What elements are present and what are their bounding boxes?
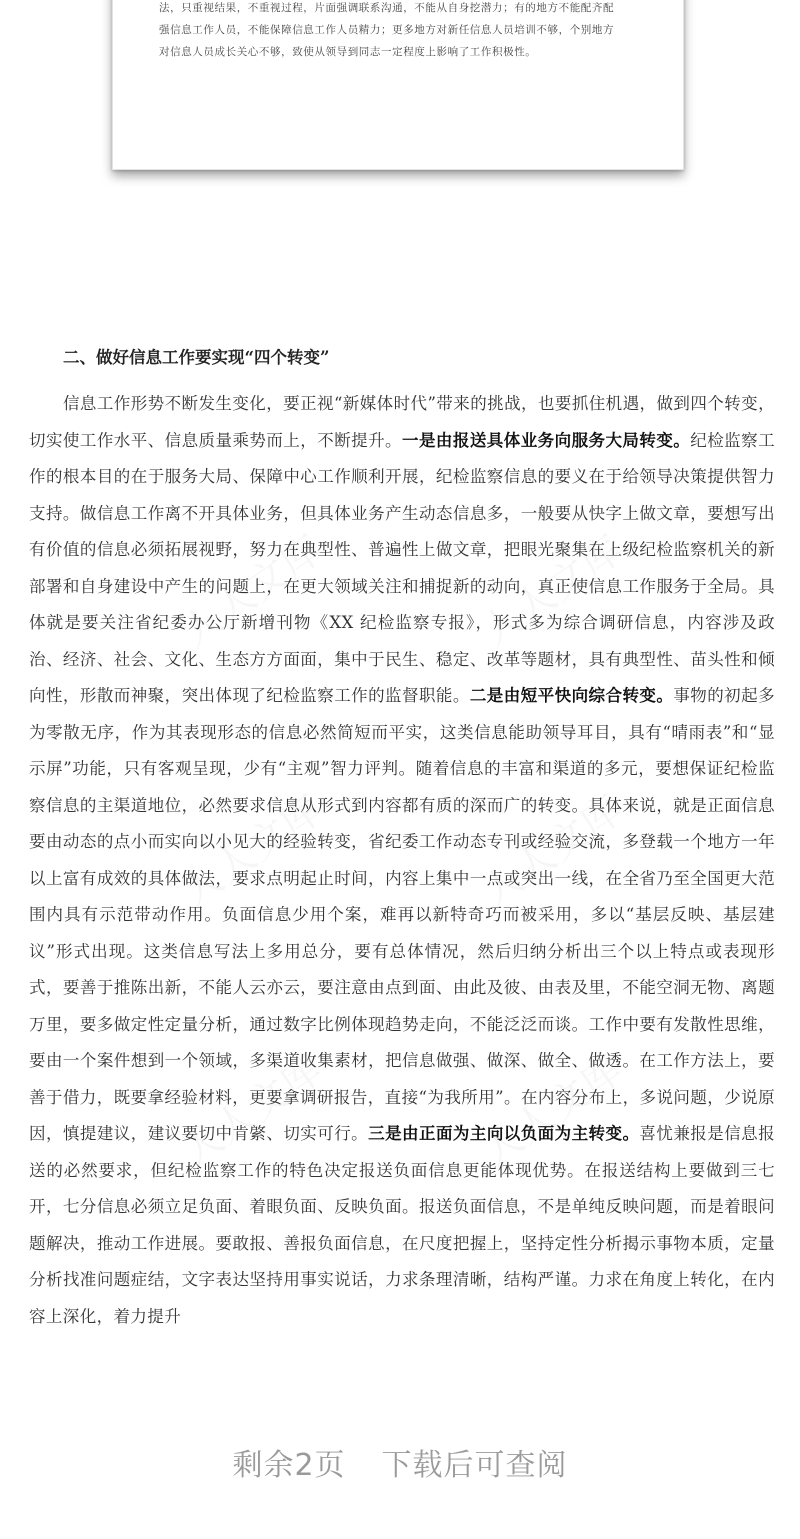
section-paragraph (29, 386, 775, 1335)
document-body (29, 340, 775, 1335)
remaining-pages-notice[interactable] (0, 1440, 800, 1484)
remaining-pages-label: 剩余2页 (232, 1448, 346, 1483)
bold-point-1: 一是由报送具体业务向服务大局转变。 (402, 430, 691, 450)
previous-page-preview (112, 0, 684, 170)
preview-line: 对信息人员成长关心不够，致使从领导到同志一定程度上影响了工作积极性。 (159, 46, 537, 58)
bold-point-3: 三是由正面为主向以负面为主转变。 (368, 1124, 640, 1143)
download-to-view-label: 下载后可查阅 (381, 1448, 568, 1483)
preview-line: 强信息工作人员，不能保障信息工作人员精力；更多地方对新任信息人员培训不够，个别地方 (159, 24, 615, 36)
section-heading: 二、做好信息工作要实现“四个转变” (63, 348, 330, 367)
preview-line: 法，只重视结果，不重视过程，片面强调联系沟通，不能从自身挖潜力；有的地方不能配齐配 (159, 2, 615, 14)
paragraph-text: 事物的初起多为零散无序，作为其表现形态的信息必然简短而平实，这类信息能助领导耳目，具有“晴雨表”和“显示屏”功能，只有客观呈现，少有“主观”智力评判。随着信息的丰富和渠道的多元，要想保证纪检监察信息的主渠道地位，必然要求信息从形式到内容都有质的深而广的转变。具体来说，就是正面信息要由动态的点小而实向以小见大的经验转变，省纪委工作动态专刊或经验交流，多登载一个地方一年以上富有成效的具体做法，要求点明起止时间，内容上集中一点或突出一线，在全省乃至全国更大范围内具有示范带动作用。负面信息少用个案，难再以新特奇巧而被采用，多以“基层反映、基层建议”形式出现。这类信息写法上多用总分，要有总体情况，然后归纳分析出三个以上特点或表现形式，要善于推陈出新，不能人云亦云，要注意由点到面、由此及彼、由表及里，不能空洞无物、离题万里，要多做定性定量分析，通过数字比例体现趋势走向，不能泛泛而谈。工作中要有发散性思维，要由一个案件想到一个领域，多渠道收集素材，把信息做强、做深、做全、做透。在工作方法上，要善于借力，既要拿经验材料，更要拿调研报告，直接“为我所用”。在内容分布上，多说问题，少说原因，慎提建议，建议要切中肯綮、切实可行。 (29, 686, 775, 1143)
bold-point-2: 二是由短平快向综合转变。 (469, 686, 674, 705)
paragraph-text: 信息工作形势不断发生变化，要正视“新媒体时代”带来的挑战，也要抓住机遇，做到四个转变，切实使工作水平、信息质量乘势而上，不断提升。 (29, 394, 775, 450)
paragraph-text: 喜忧兼报是信息报送的必然要求，但纪检监察工作的特色决定报送负面信息更能体现优势。在报送结构上要做到三七开，七分信息必须立足负面、着眼负面、反映负面。报送负面信息，不是单纯反映问题，而是着眼问题解决，推动工作进展。要敢报、善报负面信息，在尺度把握上，坚持定性分析揭示事物本质，定量分析找准问题症结，文字表达坚持用事实说话，力求条理清晰，结构严谨。力求在角度上转化，在内容上深化，着力提升 (29, 1124, 776, 1326)
paragraph-text: 纪检监察工作的根本目的在于服务大局、保障中心工作顺利开展，纪检监察信息的要义在于给领导决策提供智力支持。做信息工作离不开具体业务，但具体业务产生动态信息多，一般要从快字上做文章，要想写出有价值的信息必须拓展视野，努力在典型性、普遍性上做文章，把眼光聚集在上级纪检监察机关的新部署和自身建设中产生的问题上，在更大领域关注和捕捉新的动向，真正使信息工作服务于全局。具体就是要关注省纪委办公厅新增刊物《XX 纪检监察专报》，形式多为综合调研信息，内容涉及政治、经济、社会、文化、生态方方面面，集中于民生、稳定、改革等题材，具有典型性、苗头性和倾向性，形散而神聚，突出体现了纪检监察工作的监督职能。 (29, 430, 775, 705)
